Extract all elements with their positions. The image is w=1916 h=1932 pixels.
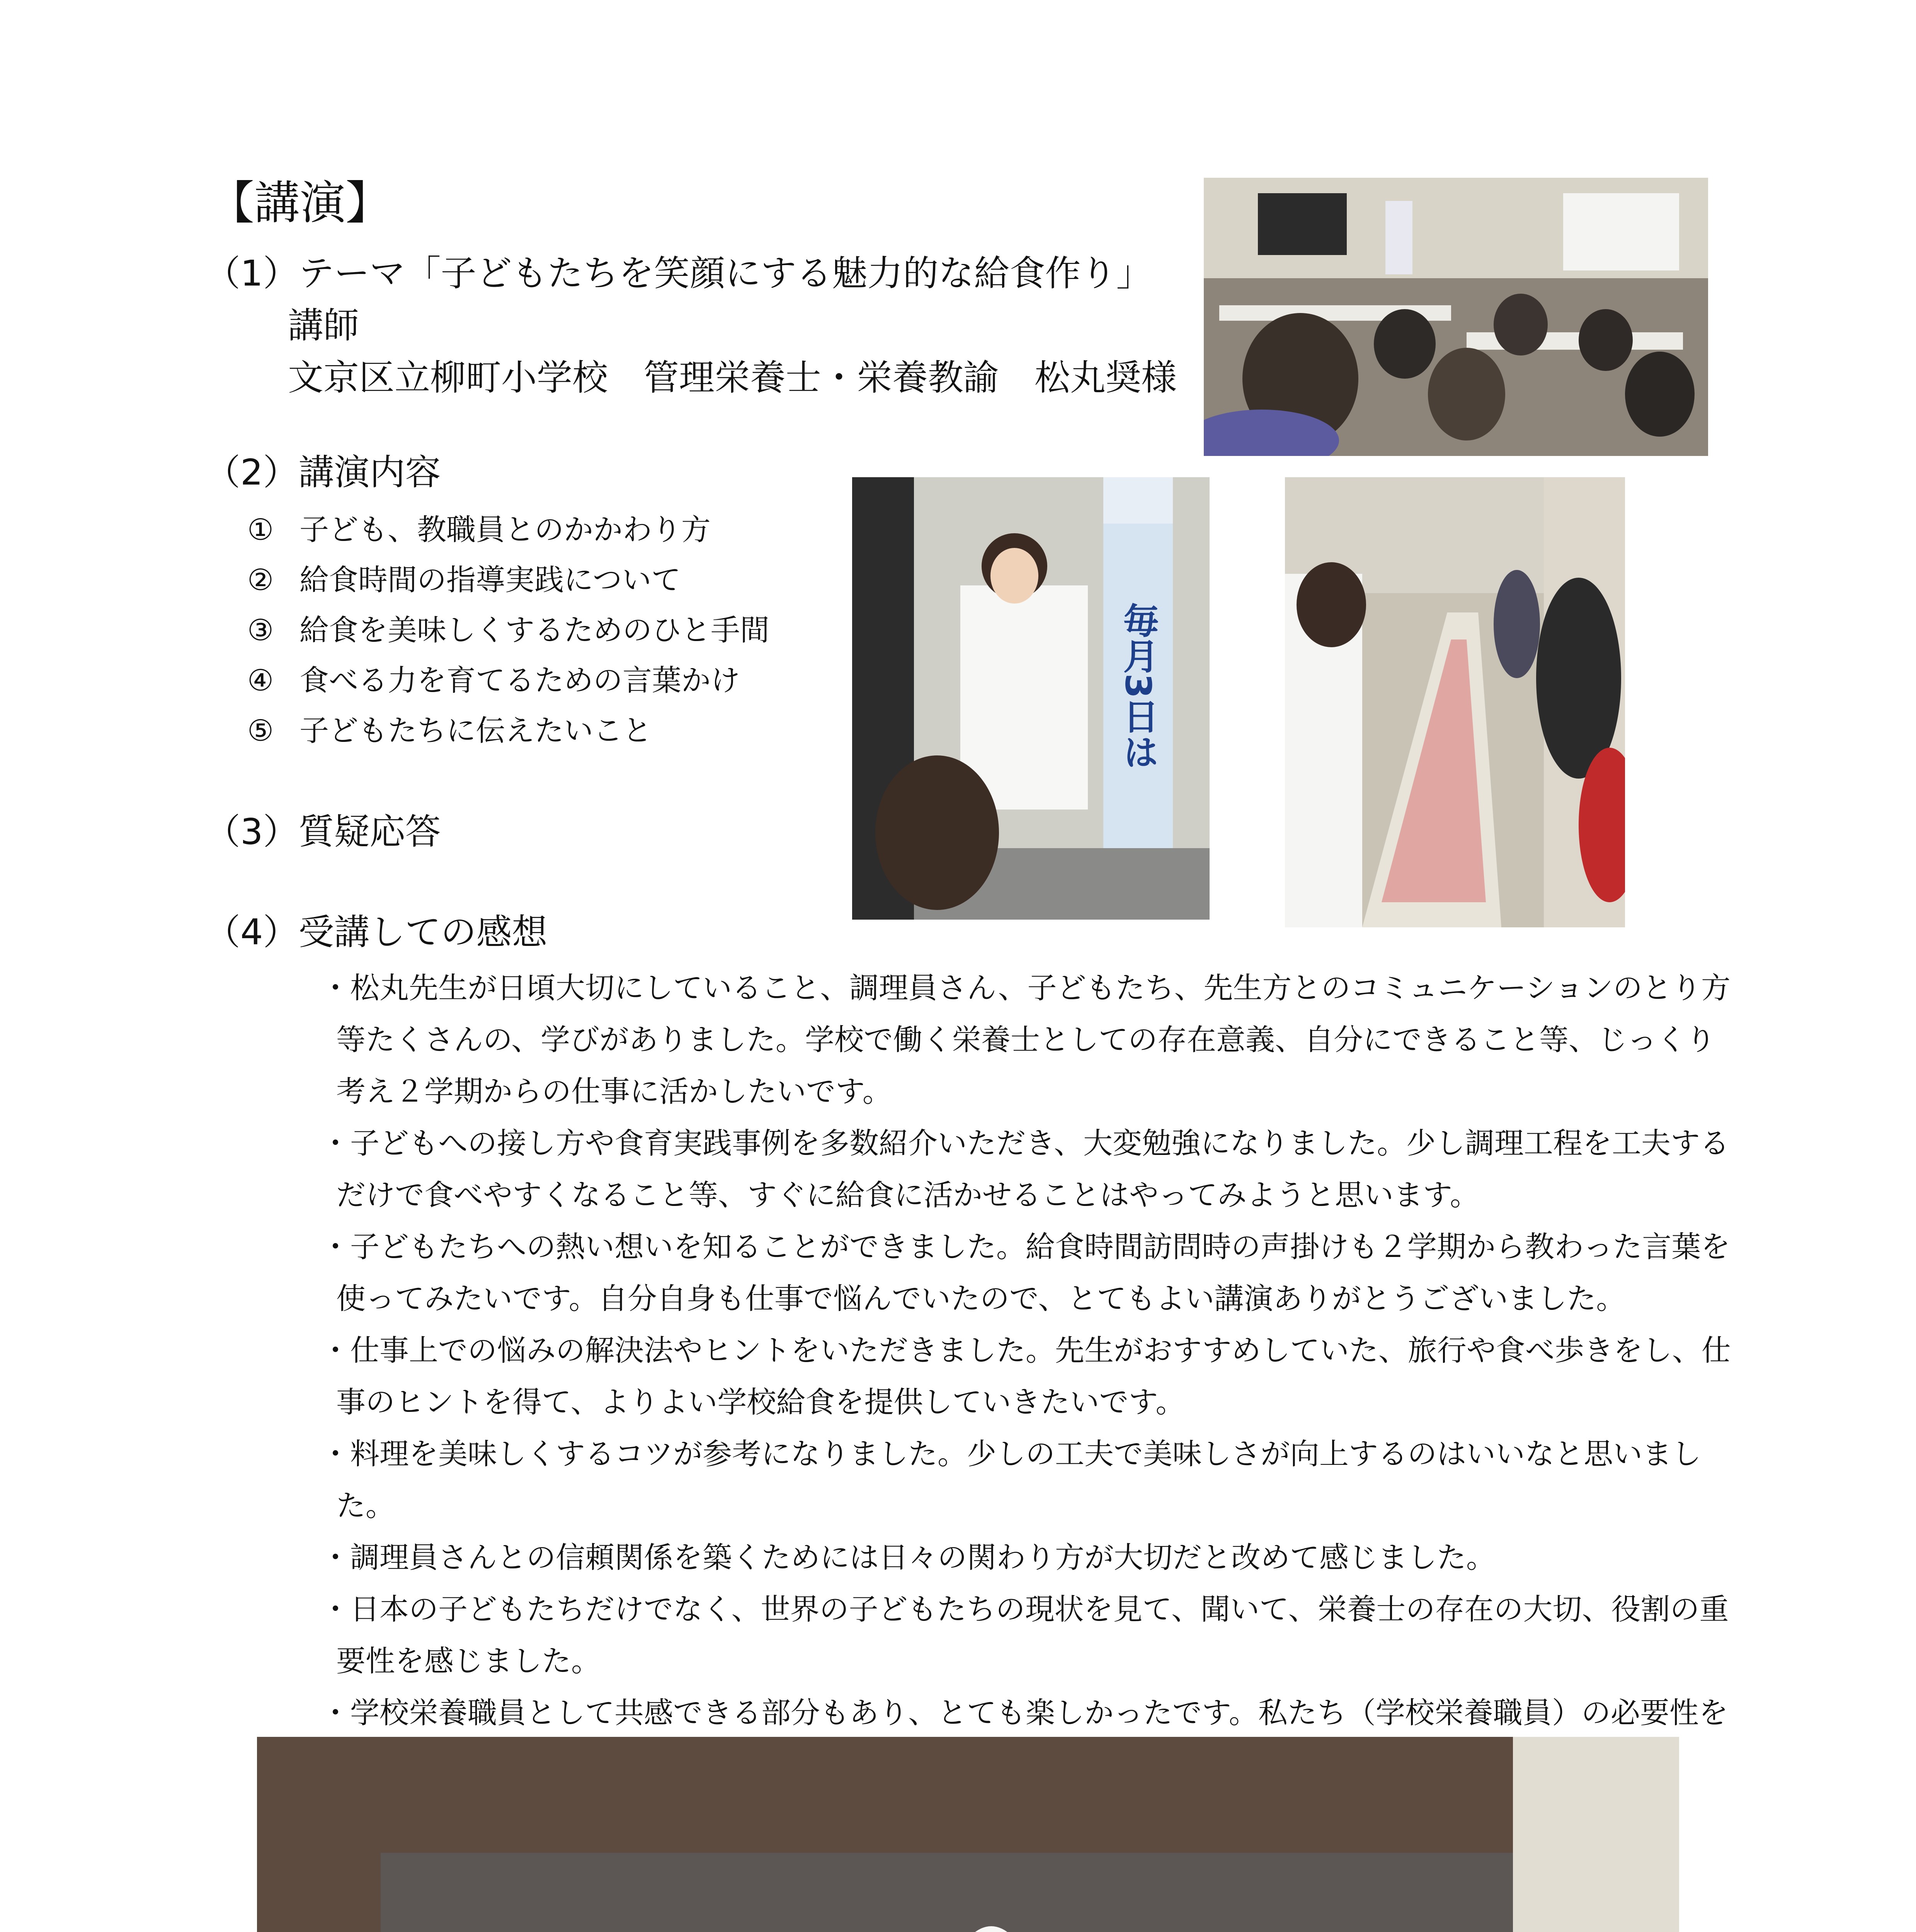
comment: ・仕事上での悩みの解決法やヒントをいただきました。先生がおすすめしていた、旅行や食べ歩きをし、仕事のヒントを得て、よりよい学校給食を提供していきたいです。 (321, 1333, 1731, 1419)
section1-theme: テーマ「子どもたちを笑顔にする魅力的な給食作り」 (298, 253, 1152, 294)
section2-label: （2） (205, 452, 299, 493)
section4-title-line (205, 906, 548, 958)
section1-lecturer-label: 講師 (288, 305, 359, 346)
section2-title-line (205, 446, 441, 498)
lecture-hall-photo (1204, 178, 1708, 456)
page-heading: 【講演】 (209, 176, 391, 230)
section4-title: 受講しての感想 (298, 912, 548, 953)
comment: ・日本の子どもたちだけでなく、世界の子どもたちの現状を見て、聞いて、栄養士の存在の大切、役割の重要性を感じました。 (321, 1592, 1729, 1678)
list-item: ③ 給食を美味しくするためのひと手間 (247, 613, 769, 647)
list-item: ④ 食べる力を育てるための言葉かけ (247, 663, 740, 697)
list-item: ⑤ 子どもたちに伝えたいこと (247, 713, 652, 748)
list-item: ② 給食時間の指導実践について (247, 563, 681, 597)
comment: ・料理を美味しくするコツが参考になりました。少しの工夫で美味しさが向上するのはいいなと思いました。 (321, 1437, 1701, 1523)
comment: ・子どもたちへの熱い想いを知ることができました。給食時間訪問時の声掛けも２学期から教わった言葉を使ってみたいです。自分自身も仕事で悩んでいたので、とてもよい講演ありがとうございました。 (321, 1230, 1731, 1316)
list-item: ① 子ども、教職員とのかかわり方 (247, 512, 711, 547)
materials-table-photo (1285, 477, 1625, 927)
section3-title-line (205, 806, 441, 858)
impressions-list (321, 962, 1731, 1791)
section4-label: （4） (205, 912, 299, 953)
lecturer-speaking-photo (852, 477, 1210, 920)
section2-title: 講演内容 (298, 452, 441, 493)
section1-theme-line (205, 247, 1152, 299)
section1-label: （1） (205, 253, 299, 294)
comment: ・学校栄養職員として共感できる部分もあり、とても楽しかったです。私たち（学校栄養職員）の必要性を (321, 1696, 1728, 1730)
comment: ・松丸先生が日頃大切にしていること、調理員さん、子どもたち、先生方とのコミュニケーションのとり方等たくさんの、学びがありました。学校で働く栄養士としての存在意義、自分にできること等、じっくり考え２学期からの仕事に活かしたいです。 (321, 971, 1731, 1109)
section3-title: 質疑応答 (298, 811, 441, 852)
comment: ・調理員さんとの信頼関係を築くためには日々の関わり方が大切だと改めて感じました。 (321, 1540, 1496, 1575)
section3-label: （3） (205, 811, 299, 852)
section1-lecturer: 文京区立柳町小学校 管理栄養士・栄養教諭 松丸奨様 (288, 357, 1177, 398)
group-photo (257, 1737, 1679, 1932)
comment: ・子どもへの接し方や食育実践事例を多数紹介いただき、大変勉強になりました。少し調理工程を工夫するだけで食べやすくなること等、すぐに給食に活かせることはやってみようと思います。 (321, 1126, 1729, 1212)
banner-text: 毎月3日は (1117, 602, 1159, 770)
